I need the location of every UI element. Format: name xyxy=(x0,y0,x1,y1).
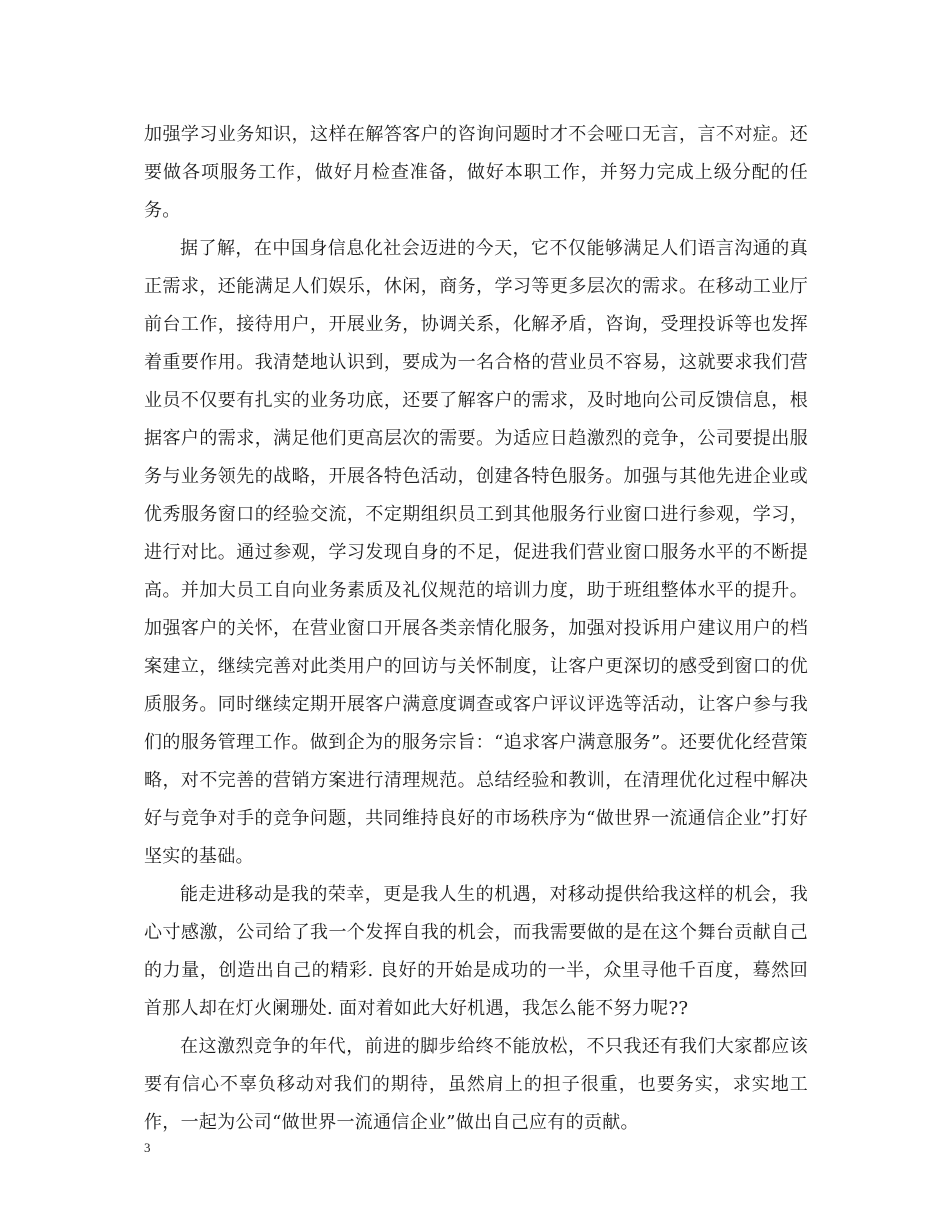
paragraph-4: 在这激烈竞争的年代，前进的脚步给终不能放松，不只我还有我们大家都应该要有信心不辜负移动对我们的期待，虽然肩上的担子很重，也要务实，求实地工作，一起为公司“做世界一流通信企业”做出自己应有的贡献。 xyxy=(144,1036,808,1133)
paragraph-3: 能走进移动是我的荣幸，更是我人生的机遇，对移动提供给我这样的机会，我心寸感激，公司给了我一个发挥自我的机会，而我需要做的是在这个舞台贡献自己的力量，创造出自己的精彩. 良好的开始是成功的一半，众里寻他千百度，蓦然回首那人却在灯火阑珊处. 面对着如此大好机遇，我怎么能不努力呢?? xyxy=(144,884,808,1019)
page-number: 3 xyxy=(144,1140,151,1155)
paragraph-1: 加强学习业务知识，这样在解答客户的咨询问题时才不会哑口无言，言不对症。还要做各项服务工作，做好月检查准备，做好本职工作，并努力完成上级分配的任务。 xyxy=(144,124,808,221)
paragraph-2: 据了解，在中国身信息化社会迈进的今天，它不仅能够满足人们语言沟通的真正需求，还能满足人们娱乐，休闲，商务，学习等更多层次的需求。在移动工业厅前台工作，接待用户，开展业务，协调关系，化解矛盾，咨询，受理投诉等也发挥着重要作用。我清楚地认识到，要成为一名合格的营业员不容易，这就要求我们营业员不仅要有扎实的业务功底，还要了解客户的需求，及时地向公司反馈信息，根据客户的需求，满足他们更高层次的需要。为适应日趋激烈的竞争，公司要提出服务与业务领先的战略，开展各特色活动，创建各特色服务。加强与其他先进企业或优秀服务窗口的经验交流，不定期组织员工到其他服务行业窗口进行参观，学习，进行对比。通过参观，学习发现自身的不足，促进我们营业窗口服务水平的不断提高。并加大员工自向业务素质及礼仪规范的培训力度，助于班组整体水平的提升。加强客户的关怀，在营业窗口开展各类亲情化服务，加强对投诉用户建议用户的档案建立，继续完善对此类用户的回访与关怀制度，让客户更深切的感受到窗口的优质服务。同时继续定期开展客户满意度调查或客户评议评选等活动，让客户参与我们的服务管理工作。做到企为的服务宗旨：“追求客户满意服务”。还要优化经营策略，对不完善的营销方案进行清理规范。总结经验和教训，在清理优化过程中解决好与竞争对手的竞争问题，共同维持良好的市场秩序为“做世界一流通信企业”打好坚实的基础。 xyxy=(144,238,808,867)
document-body xyxy=(144,116,808,1142)
